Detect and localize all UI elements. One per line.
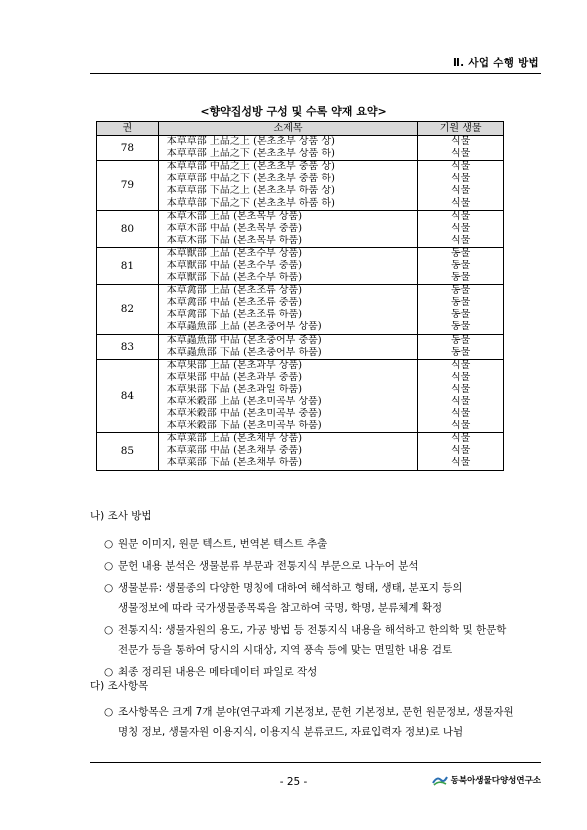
bullet-item (104, 620, 544, 660)
subtitle-cell: 本草菜部 中品 (본초채부 중품) (158, 445, 418, 457)
subtitle-cell: 本草菜部 下品 (본초채부 하품) (158, 457, 418, 470)
subtitle-cell: 本草禽部 上品 (본초조류 상품) (158, 285, 418, 298)
origin-cell: 동물 (418, 321, 504, 334)
bullet-circle-icon: ○ (104, 582, 114, 594)
subtitle-cell: 本草木部 下品 (본초목부 하품) (158, 235, 418, 248)
volume-cell: 82 (97, 285, 159, 334)
bullet-item (104, 556, 544, 576)
origin-cell: 식물 (418, 148, 504, 161)
table-row (97, 457, 504, 470)
table-row (97, 445, 504, 457)
origin-cell: 동물 (418, 297, 504, 309)
volume-cell: 84 (97, 359, 159, 433)
table-body (97, 136, 504, 471)
header-divider (90, 73, 541, 74)
bullet-text: 전통지식: 생물자원의 용도, 가공 방법 등 전통지식 내용을 해석하고 한의학 및 한문학 (118, 624, 507, 636)
origin-cell: 식물 (418, 433, 504, 446)
origin-cell: 식물 (418, 408, 504, 420)
table-row (97, 247, 504, 260)
table-row (97, 420, 504, 433)
organization-name: 동북아생물다양성연구소 (450, 776, 541, 786)
table-row (97, 384, 504, 396)
origin-cell: 식물 (418, 185, 504, 197)
institute-logo-icon (432, 774, 448, 786)
volume-cell: 83 (97, 334, 159, 359)
origin-cell: 식물 (418, 235, 504, 248)
bullet-text-continued: 전문가 등을 통하여 당시의 시대상, 지역 풍속 등에 맞는 면밀한 내용 검토 (118, 644, 453, 656)
footer-divider (90, 762, 541, 763)
subtitle-cell: 本草果部 下品 (본초과일 하품) (158, 384, 418, 396)
subtitle-cell: 本草蟲魚部 下品 (본초충어부 하품) (158, 347, 418, 360)
subtitle-cell: 本草禽部 下品 (본초조류 하품) (158, 309, 418, 321)
page-number: - 25 - (279, 776, 308, 788)
table-row (97, 396, 504, 408)
table-row (97, 173, 504, 185)
organization-mark (432, 774, 541, 786)
origin-cell: 동물 (418, 347, 504, 360)
table-row (97, 334, 504, 347)
subtitle-cell: 本草草部 上品之下 (본초초부 상품 하) (158, 148, 418, 161)
bullet-circle-icon: ○ (104, 560, 114, 572)
table-row (97, 309, 504, 321)
subtitle-cell: 本草米穀部 上品 (본초미곡부 상품) (158, 396, 418, 408)
bullet-circle-icon: ○ (104, 706, 114, 718)
origin-cell: 식물 (418, 210, 504, 223)
table-row (97, 408, 504, 420)
subtitle-cell: 本草米穀部 中品 (본초미곡부 중품) (158, 408, 418, 420)
table-header-row (97, 122, 504, 136)
table-row (97, 210, 504, 223)
bullet-circle-icon: ○ (104, 624, 114, 636)
volume-cell: 85 (97, 433, 159, 470)
table-row (97, 433, 504, 446)
origin-cell: 식물 (418, 161, 504, 174)
origin-cell: 식물 (418, 384, 504, 396)
table-row (97, 321, 504, 334)
bullet-item (104, 702, 544, 742)
items-heading: 다) 조사항목 (90, 680, 149, 692)
bullet-text: 최종 정리된 내용은 메타데이터 파일로 작성 (118, 666, 318, 678)
subtitle-cell: 本草草部 中品之下 (본초초부 중품 하) (158, 173, 418, 185)
column-header-origin: 기원 생물 (418, 122, 504, 136)
table-row (97, 347, 504, 360)
subtitle-cell: 本草獸部 下品 (본초수부 하품) (158, 272, 418, 285)
bullet-item (104, 534, 544, 554)
subtitle-cell: 本草草部 下品之上 (본초초부 하품 상) (158, 185, 418, 197)
column-header-volume: 권 (97, 122, 159, 136)
column-header-subtitle: 소제목 (158, 122, 418, 136)
subtitle-cell: 本草木部 上品 (본초목부 상품) (158, 210, 418, 223)
subtitle-cell: 本草草部 上品之上 (본초초부 상품 상) (158, 136, 418, 149)
table-row (97, 359, 504, 372)
herb-summary-table (96, 121, 504, 471)
table-row (97, 372, 504, 384)
bullet-item (104, 578, 544, 618)
origin-cell: 동물 (418, 309, 504, 321)
subtitle-cell: 本草獸部 上品 (본초수부 상품) (158, 247, 418, 260)
subtitle-cell: 本草米穀部 下品 (본초미곡부 하품) (158, 420, 418, 433)
table-title: <향약집성방 구성 및 수록 약재 요약> (200, 105, 387, 118)
method-heading: 나) 조사 방법 (90, 510, 152, 522)
origin-cell: 식물 (418, 420, 504, 433)
volume-cell: 78 (97, 136, 159, 161)
subtitle-cell: 本草草部 下品之下 (본초초부 하품 하) (158, 197, 418, 210)
bullet-text-continued: 명칭 정보, 생물자원 이용지식, 이용지식 분류코드, 자료입력자 정보)로 나뉨 (118, 726, 464, 738)
table-row (97, 235, 504, 248)
origin-cell: 식물 (418, 223, 504, 235)
origin-cell: 동물 (418, 285, 504, 298)
origin-cell: 동물 (418, 272, 504, 285)
origin-cell: 식물 (418, 396, 504, 408)
bullet-text-continued: 생물정보에 따라 국가생물종목록을 참고하여 국명, 학명, 분류체계 확정 (118, 602, 443, 614)
table-row (97, 285, 504, 298)
table-row (97, 148, 504, 161)
table-row (97, 272, 504, 285)
subtitle-cell: 本草獸部 中品 (본초수부 중품) (158, 260, 418, 272)
subtitle-cell: 本草蟲魚部 中品 (본초충어부 중품) (158, 334, 418, 347)
origin-cell: 식물 (418, 372, 504, 384)
subtitle-cell: 本草木部 中品 (본초목부 중품) (158, 223, 418, 235)
origin-cell: 식물 (418, 173, 504, 185)
subtitle-cell: 本草禽部 中品 (본초조류 중품) (158, 297, 418, 309)
bullet-item (104, 662, 544, 682)
origin-cell: 동물 (418, 260, 504, 272)
volume-cell: 79 (97, 161, 159, 210)
table-row (97, 161, 504, 174)
subtitle-cell: 本草果部 上品 (본초과부 상품) (158, 359, 418, 372)
origin-cell: 식물 (418, 359, 504, 372)
subtitle-cell: 本草菜部 上品 (본초채부 상품) (158, 433, 418, 446)
bullet-circle-icon: ○ (104, 666, 114, 678)
table-row (97, 297, 504, 309)
bullet-text: 조사항목은 크게 7개 분야(연구과제 기본정보, 문헌 기본정보, 문헌 원문정보, 생물자원 (118, 706, 514, 718)
volume-cell: 80 (97, 210, 159, 247)
origin-cell: 식물 (418, 457, 504, 470)
subtitle-cell: 本草草部 中品之上 (본초초부 중품 상) (158, 161, 418, 174)
subtitle-cell: 本草果部 中品 (본초과부 중품) (158, 372, 418, 384)
volume-cell: 81 (97, 247, 159, 284)
subtitle-cell: 本草蟲魚部 上品 (본초충어부 상품) (158, 321, 418, 334)
origin-cell: 동물 (418, 334, 504, 347)
origin-cell: 식물 (418, 136, 504, 149)
section-title: Ⅱ. 사업 수행 방법 (452, 57, 539, 69)
origin-cell: 식물 (418, 197, 504, 210)
table-row (97, 260, 504, 272)
bullet-text: 문헌 내용 분석은 생물분류 부문과 전통지식 부문으로 나누어 분석 (118, 560, 419, 572)
bullet-text: 원문 이미지, 원문 텍스트, 번역본 텍스트 추출 (118, 538, 328, 550)
table-row (97, 185, 504, 197)
table-row (97, 136, 504, 149)
table-row (97, 197, 504, 210)
table-row (97, 223, 504, 235)
origin-cell: 식물 (418, 445, 504, 457)
origin-cell: 동물 (418, 247, 504, 260)
bullet-circle-icon: ○ (104, 538, 114, 550)
bullet-text: 생물분류: 생물종의 다양한 명칭에 대하여 해석하고 형태, 생태, 분포지 등의 (118, 582, 463, 594)
